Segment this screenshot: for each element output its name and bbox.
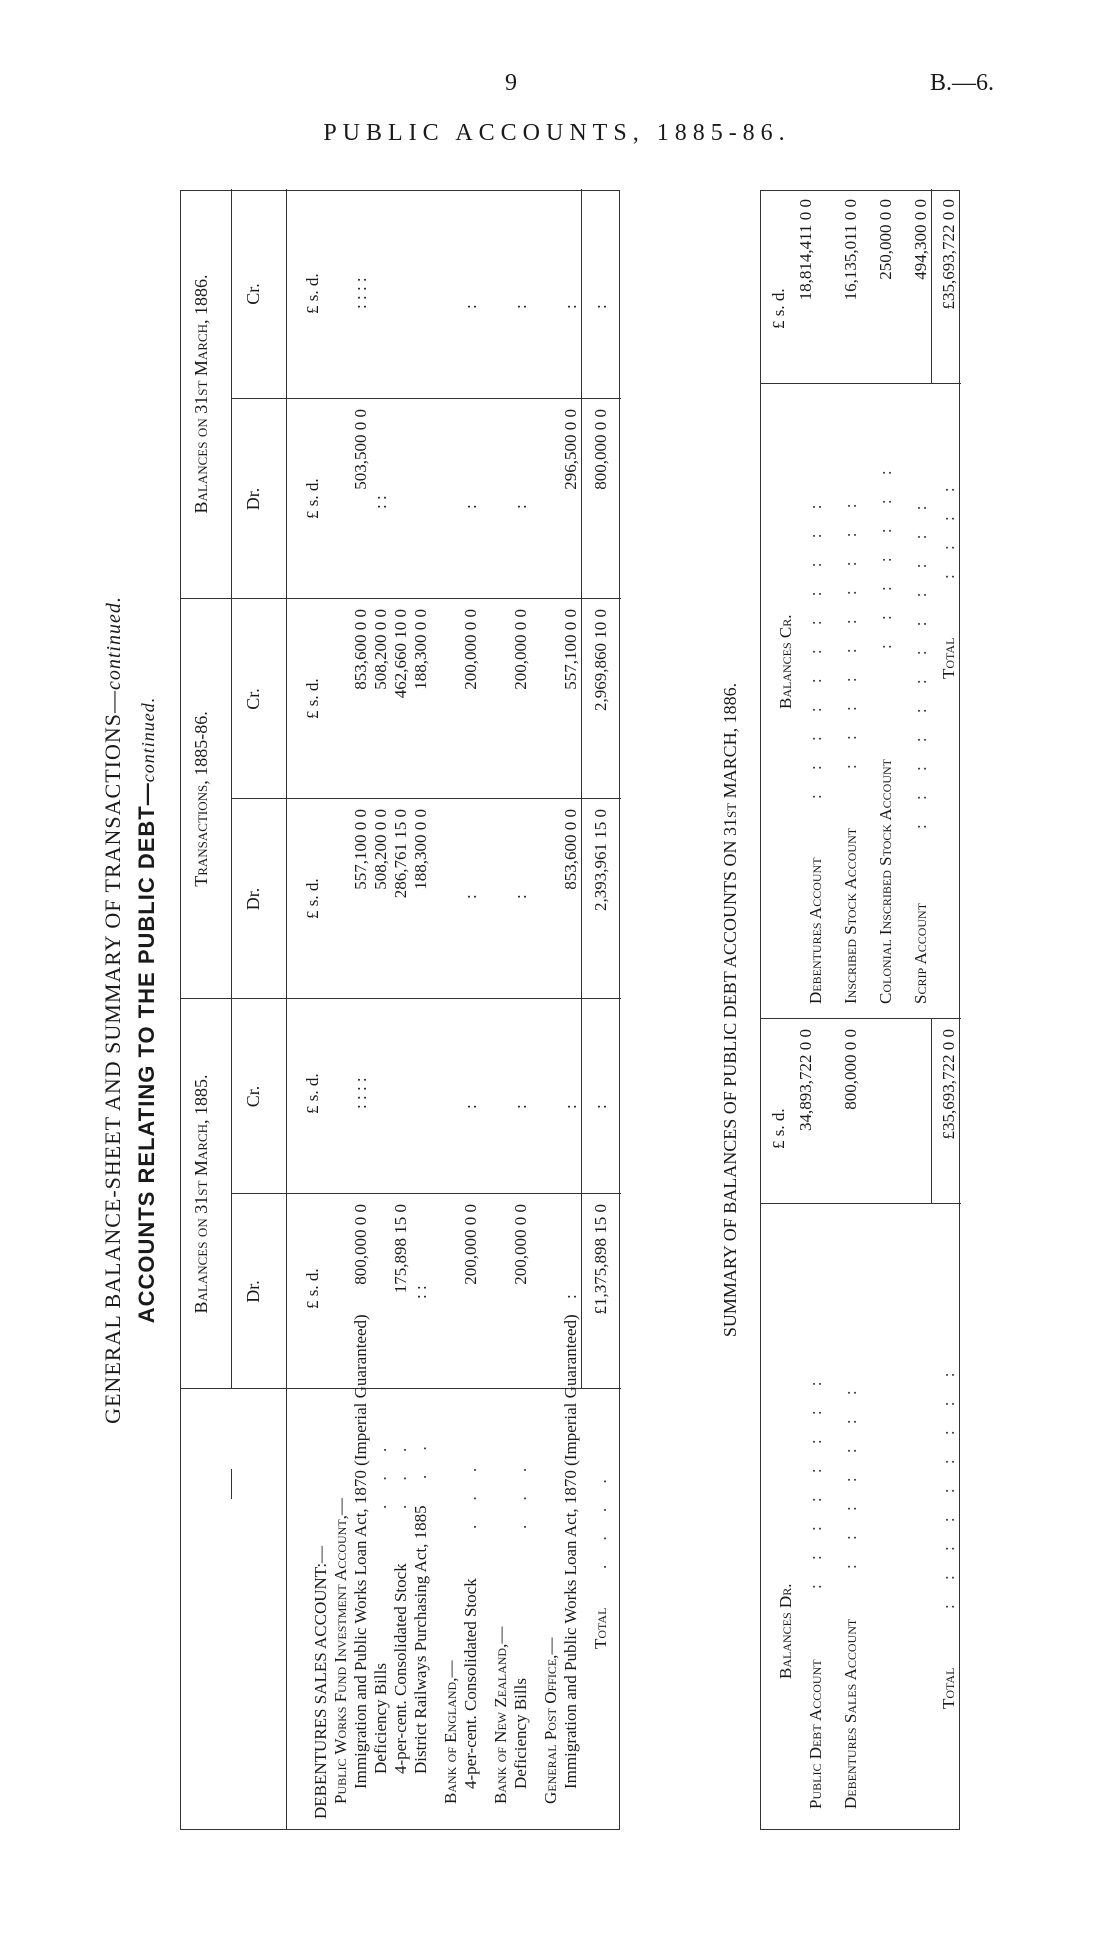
cell-value: 188,300 0 0	[411, 609, 430, 690]
public-debt-table-panel	[100, 190, 640, 1830]
col-cr-1885: Cr.	[243, 1085, 263, 1108]
row-label: General Post Office,—	[541, 1637, 560, 1804]
total-label: Total	[591, 1607, 610, 1649]
summary-cr-row: Scrip Account	[911, 902, 930, 1004]
cell-value: 508,200 0 0	[371, 609, 390, 690]
series-code: B.—6.	[930, 70, 995, 96]
summary-dr-row: Public Debt Account	[806, 1659, 825, 1809]
cell-value: 200,000 0 0	[461, 1204, 480, 1285]
summary-cr-row: Colonial Inscribed Stock Account	[876, 759, 895, 1004]
row-label: Immigration and Public Works Loan Act, 1870 (Imperial Guaranteed)	[351, 1314, 370, 1789]
total-value: £1,375,898 15 0	[591, 1204, 610, 1315]
summary-total-label: Total	[939, 637, 958, 679]
cell-value: 200,000 0 0	[511, 1204, 530, 1285]
summary-total-label: Total	[939, 1667, 958, 1709]
cell-value: 296,500 0 0	[561, 409, 580, 490]
cell-value: 200,000 0 0	[461, 609, 480, 690]
row-label: Bank of England,—	[441, 1660, 460, 1804]
summary-panel	[720, 190, 980, 1830]
col-dr-1886: Dr.	[243, 487, 263, 511]
units: £ s. d.	[769, 1108, 788, 1149]
units: £ s. d.	[303, 1073, 322, 1114]
total-value: 800,000 0 0	[591, 409, 610, 490]
summary-table: Balances Dr. Balances Cr. £ s. d. £ s. d. Public Debt Account Debentures Sales Account : : : : : : : : : : : : : : : 34,893,722 0 0 800,000 0 0 Debentures Account Inscribed Stock Account Colonial Inscribed Stock Account Scrip Account : : : : : : : : : : : : : : : : : : : : : : : : : : : : : : : : : : : : : : : : 18,814,411 0 0 16,135,011 0 0 250,000 0 0 494,300 0 0 Total Total : : : : : : : : : : : : : £35,693,722 0 0 £35,693,722 0 0	[760, 190, 960, 1830]
row-label: DEBENTURES SALES ACCOUNT:—	[311, 1545, 330, 1819]
col-dr-trans: Dr.	[243, 887, 263, 911]
units: £ s. d.	[769, 288, 788, 329]
summary-dr-header: Balances Dr.	[776, 1583, 795, 1679]
units: £ s. d.	[303, 878, 322, 919]
cell-value: 200,000 0 0	[511, 609, 530, 690]
summary-total-cr: £35,693,722 0 0	[939, 199, 958, 310]
summary-cr-header: Balances Cr.	[776, 614, 795, 709]
total-value: 2,393,961 15 0	[591, 809, 610, 911]
header-transactions: Transactions, 1885-86.	[191, 711, 211, 887]
col-cr-trans: Cr.	[243, 688, 263, 710]
row-label: 4-per-cent. Consolidated Stock	[391, 1563, 410, 1774]
row-label: Public Works Fund Investment Account,—	[331, 1498, 350, 1804]
row-label: Immigration and Public Works Loan Act, 1870 (Imperial Guaranteed)	[561, 1314, 580, 1789]
cell-value: 508,200 0 0	[371, 809, 390, 890]
row-label: 4-per-cent. Consolidated Stock	[461, 1578, 480, 1789]
public-debt-table: Balances on 31st March, 1885. Transactions, 1885-86. Balances on 31st March, 1886. Dr. Cr. Dr. Cr. Dr. Cr. £ s. d. £ s. d. £ s. d. £ s. d. £ s. d. £ s. d. DEBENTURES SALES ACCOUNT:— Public Works Fund Investment Account,— Immigration and Public Works Loan Act, 1870 (Imperial Guaranteed) Deficiency Bills 4-per-cent. Consolidated Stock District Railways Purchasing Act, 1885 Bank of England,— 4-per-cent. Consolidated Stock Bank of New Zealand,— Deficiency Bills General Post Office,— Immigration and Public Works Loan Act, 1870 (Imperial Guaranteed) Total . . . . . . . . . . . . . . . . . . 800,000 0 0 175,898 15 0 200,000 0 0 200,000 0 0 £1,375,898 15 0 557,100 0 0 508,200 0 0 286,761 15 0 188,300 0 0 853,600 0 0 2,393,961 15 0 853,600 0 0 508,200 0 0 462,660 10 0 188,300 0 0 200,000 0 0 200,000 0 0 557,100 0 0 2,969,860 10 0 503,500 0 0 296,500 0 0 800,000 0 0 : : : : : : : : : : : : : : : : : : : : : : : : :	[180, 190, 620, 1830]
table-caption: GENERAL BALANCE-SHEET AND SUMMARY OF TRANSACTIONS—continued.	[100, 596, 125, 1424]
summary-caption: SUMMARY OF BALANCES OF PUBLIC DEBT ACCOUNTS ON 31st MARCH, 1886.	[720, 682, 740, 1338]
cell-value: 800,000 0 0	[351, 1204, 370, 1285]
row-label: Deficiency Bills	[511, 1678, 530, 1789]
table-subcaption: ACCOUNTS RELATING TO THE PUBLIC DEBT—continued.	[134, 696, 159, 1324]
summary-cr-amount: 18,814,411 0 0	[796, 199, 815, 301]
cell-value: 286,761 15 0	[391, 809, 410, 899]
cell-value: 175,898 15 0	[391, 1204, 410, 1294]
total-value: 2,969,860 10 0	[591, 609, 610, 711]
cell-value: 188,300 0 0	[411, 809, 430, 890]
cell-value: 462,660 10 0	[391, 609, 410, 699]
cell-value: 503,500 0 0	[351, 409, 370, 490]
summary-dr-amount: 34,893,722 0 0	[796, 1029, 815, 1131]
units: £ s. d.	[303, 678, 322, 719]
row-label: District Railways Purchasing Act, 1885	[411, 1505, 430, 1774]
header-balances-1886: Balances on 31st March, 1886.	[191, 274, 211, 514]
summary-cr-amount: 250,000 0 0	[876, 199, 895, 280]
summary-dr-row: Debentures Sales Account	[841, 1618, 860, 1809]
units: £ s. d.	[303, 1268, 322, 1309]
summary-cr-amount: 16,135,011 0 0	[841, 199, 860, 301]
cell-value: 853,600 0 0	[351, 609, 370, 690]
units: £ s. d.	[303, 273, 322, 314]
col-dr-1885: Dr.	[243, 1280, 263, 1303]
page-number: 9	[505, 70, 517, 96]
units: £ s. d.	[303, 478, 322, 519]
cell-value: 557,100 0 0	[561, 609, 580, 690]
summary-dr-amount: 800,000 0 0	[841, 1029, 860, 1110]
summary-cr-amount: 494,300 0 0	[911, 199, 930, 280]
summary-cr-row: Debentures Account	[806, 857, 825, 1004]
summary-cr-row: Inscribed Stock Account	[841, 827, 860, 1004]
cell-value: 557,100 0 0	[351, 809, 370, 890]
page-title: PUBLIC ACCOUNTS, 1885-86.	[323, 120, 791, 146]
header-balances-1885: Balances on 31st March, 1885.	[191, 1074, 211, 1314]
row-label: Deficiency Bills	[371, 1663, 390, 1774]
cell-value: 853,600 0 0	[561, 809, 580, 890]
row-label: Bank of New Zealand,—	[491, 1626, 510, 1804]
summary-total-dr: £35,693,722 0 0	[939, 1029, 958, 1140]
col-cr-1886: Cr.	[243, 283, 263, 305]
